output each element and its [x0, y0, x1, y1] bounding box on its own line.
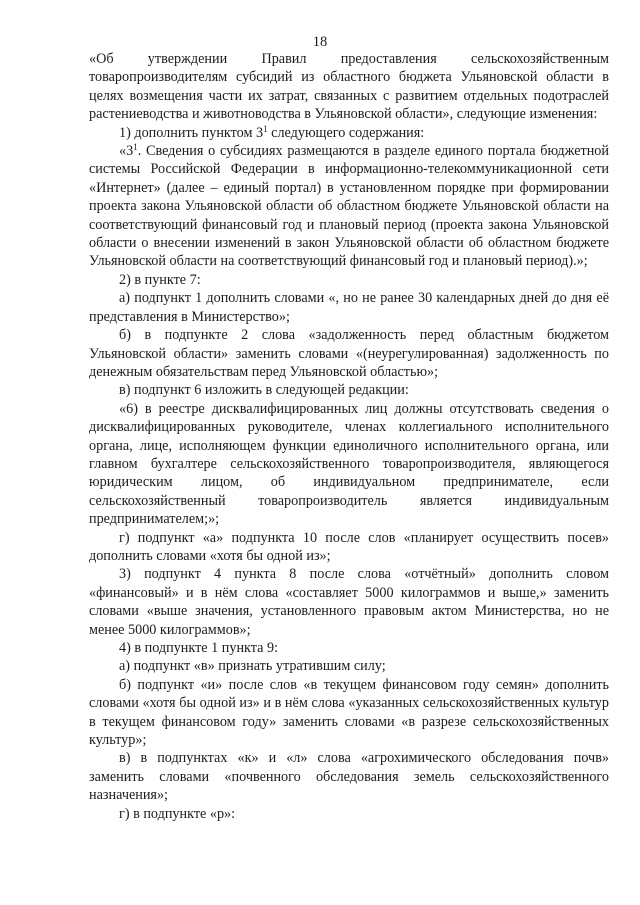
paragraph: 1) дополнить пунктом $3^1$ следующего содержания: — [119, 123, 425, 141]
paragraph: «$3^1$. Сведения о субсидиях размещаются в разделе единого портала бюджетной системы Российской Федерации в информационно-телекоммуникационной сети «Интернет» (далее – единый портал) в установленном порядке при формировании проекта закона Ульяновской области об областном бюджете Ульяновской области на соответствующий финансовый год и плановый период (проекта закона Ульяновской области о внесении изменений в закон Ульяновской области об областном бюджете Ульяновской области на соответствующий финансовый год и плановый период).»; — [89, 142, 609, 270]
paragraph: в) подпункт 6 изложить в следующей редакции: — [119, 382, 409, 399]
paragraph: в) в подпунктах «к» и «л» слова «агрохимического обследования почв» заменить словами «почвенного обследования земель сельскохозяйственного назначения»; — [89, 750, 609, 804]
paragraph: 3) подпункт 4 пункта 8 после слова «отчётный» дополнить словом «финансовый» и в нём слова «составляет 5000 килограммов и выше,» заменить словами «выше значения, установленного правовым актом Министерства, но не менее 5000 килограммов»; — [89, 566, 609, 638]
page-number: 18 — [312, 34, 328, 50]
paragraph: а) подпункт 1 дополнить словами «, но не ранее 30 календарных дней до дня её представления в Министерство»; — [89, 290, 609, 325]
paragraph: г) в подпункте «р»: — [119, 805, 236, 822]
paragraph: б) подпункт «и» после слов «в текущем финансовом году семян» дополнить словами «хотя бы одной из» и в нём слова «указанных сельскохозяйственных культур в текущем финансовом году» заменить словами «в разрезе сельскохозяйственных культур»; — [89, 676, 609, 749]
paragraph: г) подпункт «а» подпункта 10 после слов «планирует осуществить посев» дополнить словами «хотя бы одной из»; — [89, 529, 609, 564]
superscript: 1 — [263, 123, 268, 134]
document-body — [89, 50, 609, 823]
paragraph: 2) в пункте 7: — [119, 271, 201, 288]
paragraph: 4) в подпункте 1 пункта 9: — [119, 640, 279, 656]
paragraph: «Об утверждении Правил предоставления сельскохозяйственным товаропроизводителям субсидий из областного бюджета Ульяновской области в целях возмещения части их затрат, связанных с развитием отдельных подотраслей растениеводства и животноводства в Ульяновской области», следующие изменения: — [89, 51, 609, 123]
paragraph: «6) в реестре дисквалифицированных лиц должны отсутствовать сведения о дисквалифицированных руководителе, членах коллегиального исполнительного органа, лице, исполняющем функции единоличного исполнительного органа, или главном бухгалтере сельскохозяйственного товаропроизводителя, являющегося юридическим лицом, об индивидуальном предпринимателе, если сельскохозяйственный товаропроизводитель является индивидуальным предпринимателем;»; — [89, 400, 609, 528]
paragraph: а) подпункт «в» признать утратившим силу; — [119, 658, 386, 675]
paragraph: б) в подпункте 2 слова «задолженность перед областным бюджетом Ульяновской области» заменить словами «(неурегулированная) задолженность по денежным обязательствам перед Ульяновской областью»; — [89, 327, 609, 380]
superscript: 1 — [133, 142, 138, 153]
